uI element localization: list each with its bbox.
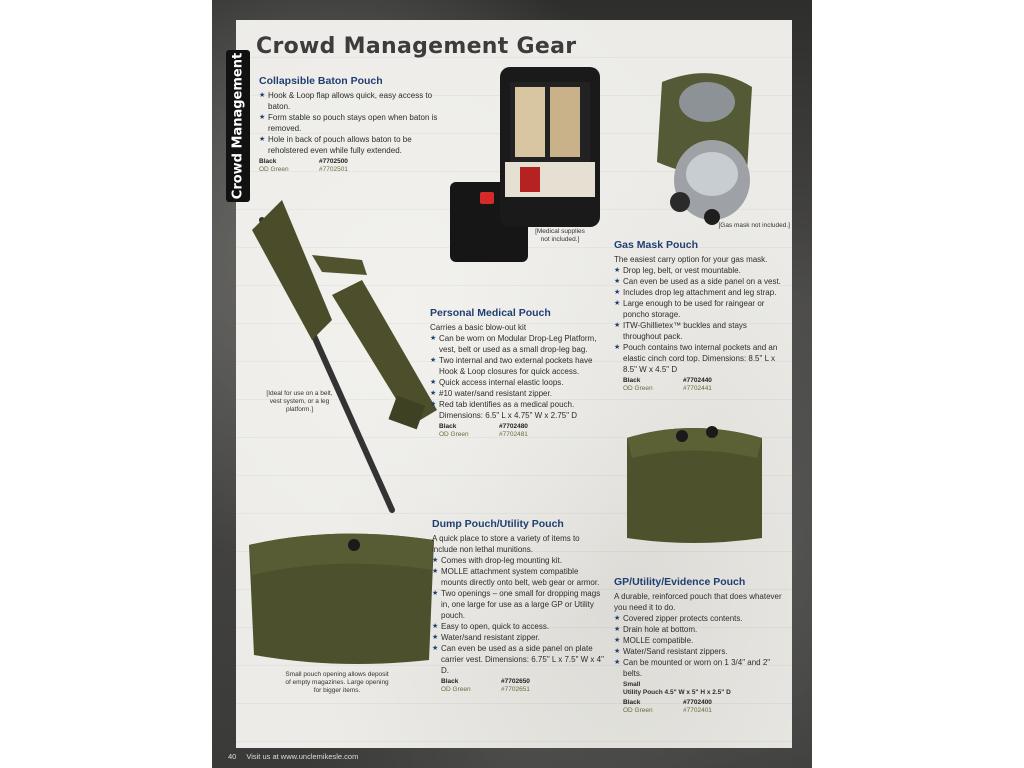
gp-pouch-section (614, 576, 786, 715)
dump-pouch-image (244, 525, 439, 665)
dump-heading: Dump Pouch/Utility Pouch (432, 518, 564, 530)
baton-bullet: ★ Hook & Loop flap allows quick, easy access to baton. (259, 90, 439, 112)
gas-mask-bullet: ★ ITW-Ghillietex™ buckles and stays throughout pack. (614, 320, 786, 342)
sku-color: Black (623, 377, 641, 384)
sku-number: #7702401 (683, 707, 712, 714)
medical-bullet: ★ Quick access internal elastic loops. (430, 377, 600, 388)
gp-bullet: ★ Water/Sand resistant zippers. (614, 646, 786, 657)
sku-color: Black (259, 158, 277, 165)
dump-bullet: ★ Can even be used as a side panel on plate carrier vest. Dimensions: 6.75" L x 7.5" W x 4" D. (432, 643, 604, 676)
baton-bullet: ★ Form stable so pouch stays open when baton is removed. (259, 112, 439, 134)
sku-number: #7702440 (683, 377, 712, 384)
gp-sku-table (623, 699, 786, 715)
dump-caption: Small pouch opening allows deposit of empty magazines. Large opening for bigger items. (285, 671, 389, 694)
baton-pouch-section (259, 75, 439, 174)
sku-color: OD Green (439, 431, 469, 438)
baton-sku-table (259, 158, 439, 174)
dump-pouch-section (432, 518, 604, 694)
sku-color: OD Green (623, 385, 653, 392)
gas-mask-caption: [Gas mask not included.] (718, 222, 790, 229)
dump-bullet: ★ Comes with drop-leg mounting kit. (432, 555, 604, 566)
gp-bullet: ★ Can be mounted or worn on 1 3/4" and 2" belts. (614, 657, 786, 679)
sku-number: #7702481 (499, 431, 528, 438)
gp-size-label: Small (623, 681, 641, 688)
side-tab-label: Crowd Management (230, 52, 246, 200)
gas-mask-bullet: ★ Includes drop leg attachment and leg strap. (614, 287, 786, 298)
medical-heading: Personal Medical Pouch (430, 307, 551, 319)
gp-intro: A durable, reinforced pouch that does whatever you need it to do. (614, 592, 782, 612)
footer-url: Visit us at www.unclemikesle.com (246, 752, 359, 761)
sku-color: OD Green (623, 707, 653, 714)
sku-number: #7702651 (501, 686, 530, 693)
sku-number: #7702400 (683, 699, 712, 706)
baton-pouch-image (242, 200, 432, 520)
medical-caption: [Medical supplies not included.] (535, 228, 585, 243)
page-footer (228, 752, 368, 761)
baton-caption: [Ideal for use on a belt, vest system, or a leg platform.] (266, 390, 333, 413)
gas-mask-pouch-image (652, 62, 782, 232)
medical-sku-table (439, 423, 600, 439)
gas-mask-bullet: ★ Pouch contains two internal pockets and an elastic cinch cord top. Dimensions: 8.5" L x 8.5" W x 4.5" D (614, 342, 786, 375)
baton-heading: Collapsible Baton Pouch (259, 75, 383, 87)
gp-size-line: Utility Pouch 4.5" W x 5" H x 2.5" D (623, 689, 731, 696)
gas-mask-heading: Gas Mask Pouch (614, 239, 699, 251)
baton-bullet: ★ Hole in back of pouch allows baton to be reholstered even while fully extended. (259, 134, 439, 156)
sku-number: #7702650 (501, 678, 530, 685)
page-number: 40 (228, 752, 237, 761)
sku-number: #7702441 (683, 385, 712, 392)
sku-color: Black (439, 423, 457, 430)
sku-color: Black (441, 678, 459, 685)
dump-bullet: ★ Water/sand resistant zipper. (432, 632, 604, 643)
gp-bullet: ★ Covered zipper protects contents. (614, 613, 786, 624)
medical-bullet: ★ Red tab identifies as a medical pouch. Dimensions: 6.5" L x 4.75" W x 2.75" D (430, 399, 600, 421)
page-title: Crowd Management Gear (256, 34, 577, 59)
medical-bullet: ★ #10 water/sand resistant zipper. (430, 388, 600, 399)
gas-mask-sku-table (623, 377, 786, 393)
side-tab (226, 50, 250, 202)
dump-bullet: ★ MOLLE attachment system compatible mounts directly onto belt, web gear or armor. (432, 566, 604, 588)
dump-bullet: ★ Easy to open, quick to access. (432, 621, 604, 632)
medical-pouch-section (430, 307, 600, 439)
gp-bullet: ★ MOLLE compatible. (614, 635, 786, 646)
dump-bullet: ★ Two openings – one small for dropping mags in, one large for use as a large GP or Utility pouch. (432, 588, 604, 621)
gp-heading: GP/Utility/Evidence Pouch (614, 576, 746, 588)
gp-bullet: ★ Drain hole at bottom. (614, 624, 786, 635)
medical-intro: Carries a basic blow-out kit (430, 323, 527, 332)
medical-bullet: ★ Two internal and two external pockets have Hook & Loop closures for quick access. (430, 355, 600, 377)
dump-intro: A quick place to store a variety of items to include non lethal munitions. (432, 534, 580, 554)
gas-mask-bullet: ★ Large enough to be used for raingear or poncho storage. (614, 298, 786, 320)
sku-color: OD Green (441, 686, 471, 693)
gas-mask-intro: The easiest carry option for your gas mask. (614, 255, 768, 264)
gas-mask-bullet: ★ Can even be used as a side panel on a vest. (614, 276, 786, 287)
gas-mask-bullet: ★ Drop leg, belt, or vest mountable. (614, 265, 786, 276)
gp-pouch-image (622, 418, 767, 548)
sku-number: #7702500 (319, 158, 348, 165)
dump-sku-table (441, 678, 604, 694)
catalog-page (212, 0, 812, 768)
gas-mask-pouch-section (614, 239, 786, 393)
sku-color: OD Green (259, 166, 289, 173)
sku-number: #7702501 (319, 166, 348, 173)
sku-color: Black (623, 699, 641, 706)
medical-bullet: ★ Can be worn on Modular Drop-Leg Platform, vest, belt or used as a small drop-leg bag. (430, 333, 600, 355)
sku-number: #7702480 (499, 423, 528, 430)
